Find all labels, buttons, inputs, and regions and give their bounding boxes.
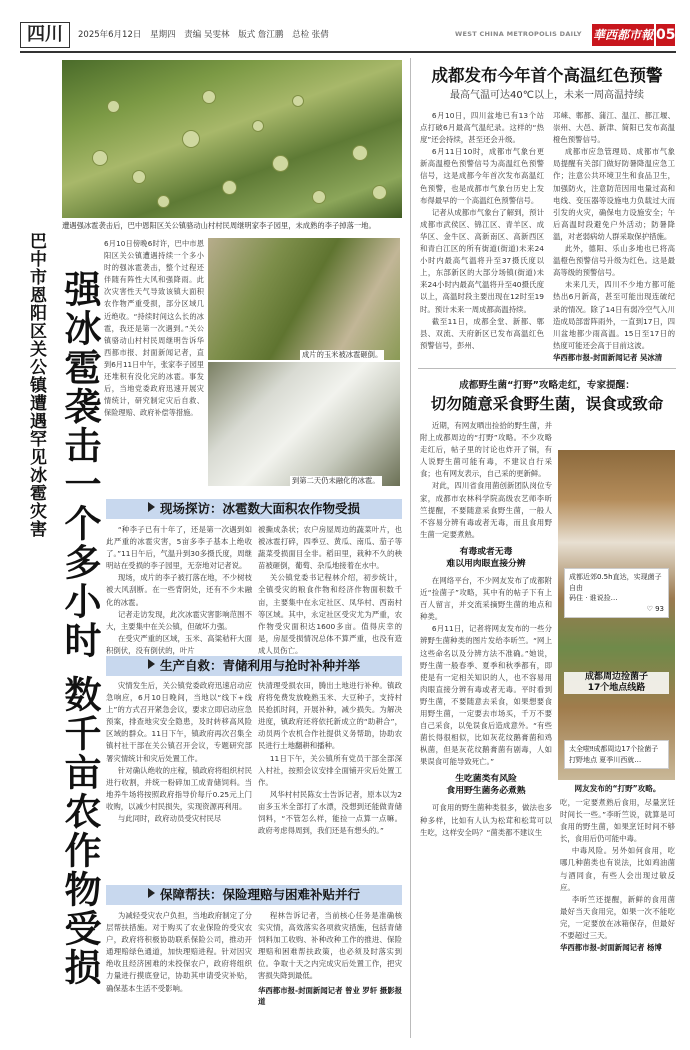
heat-subheadline: 最高气温可达40℃以上，未来一周高温持续 xyxy=(450,90,644,101)
heat-column-1: 6月10日，四川盆地已有13个站点打破6月最高气温纪录。这样的“热度”还会持续，甚至还会升级。 6月11日10时，成都市气象台更新高温橙色预警信号为高温红色预警信号，这是成都今年首次发布高温红色预警，也是成都市气象台历史上发布得最早的一个高温红色预警信号。 记者从成都市气象台了解到，预计成都市武侯区、锦江区、青羊区、成华区、金牛区、高新南区、高新西区和青白江区的所有街道(街道)未来24小时内最高气温将升至37摄氏度以上，东部新区的大部分场镇(街道)未来24小时内最高气温将升至40摄氏度以上，高温时段主要出现在12时至19时。预计未来一周成都高温持续。 截至11日，成都全堂、新都、郫县、双流、天府新区已发布高温红色预警信号，彭州、 xyxy=(420,111,544,350)
issue-date: 2025年6月12日 xyxy=(78,30,142,40)
page-number: 05 xyxy=(655,24,675,46)
post-title-card: 太全啦‼成都周边17个捡菌子打野地点 夏季川西就… xyxy=(564,740,669,769)
post-likes: ♡ 93 xyxy=(646,604,664,613)
heart-icon: ♡ xyxy=(646,604,653,613)
post-banner: 成都周边捡菌子 17个地点线路 xyxy=(564,672,669,694)
mushroom-photo-caption: 网友发布的“打野”攻略。 xyxy=(574,784,661,793)
section-heading-field-visit: 现场探访：冰雹数大面积农作物受损 xyxy=(106,499,402,519)
hail-intro: 6月10日傍晚6时许，巴中市恩阳区关公镇遭遇持续一个多小时的强冰雹袭击，整个过程还伴随有阵性大风和强降雨。此次灾害性天气导致该镇大面积农作物严重受损，部分区域几近绝收。“持续时间这么长的冰雹，我还是第一次遇到。”关公镇骆动山村村民周继明告诉华西都市报、封面新闻记者，直到6月11日中午，张家李子园里还堆积有没化完的冰雹。事发后，当地党委政府迅速开展灾情统计，研究制定灾后自救、保险理赔、政府补偿等措施。 xyxy=(104,239,204,418)
sec1-column-2: 被撕成条状；农户房屋周边的蔬菜叶片，也被冰雹打碎，四季豆、黄瓜、南瓜、茄子等蔬菜受损面目全非。稻田里，栽种不久的秧苗被砸倒，葡萄、杂瓜地接着在水中。 关公镇党委书记程林介绍，初步统计，全镇受灾的粮食作物和经济作物面积数千亩，主要集中在永定社区、凤华村、西南村等区域。其中，永定社区受灾尤为严重，农作物受灾面积达1600多亩。值得庆幸的是，房屋受损情况总体不算严重，也没有造成人员伤亡。 xyxy=(258,525,402,655)
mushroom-post-photo xyxy=(558,450,675,780)
mushroom-column-1: 近期，有网友晒出捡拾的野生菌，并附上成都周边的“打野”攻略。不少攻略走红后，帖子里的讨论也炸开了锅，有人说野生菌可能有毒，不建议自行采食；也有网友表示，自己采的更新鲜。 对此，四川省食用菌创新团队岗位专家，成都市农林科学院高级农艺师李昕竺提醒，不要随意采食野生菌，一般人不容易分辨有毒或者无毒，而且食用野生菌一定要煮熟。 有毒或者无毒 难以用肉眼直接分辨 在网络平台，不少网友发布了成都附近“捡菌子”攻略，其中有的帖子下有上百人留言，并交流采摘野生菌的地点和种类。 6月11日，记者将网友发布的一些分辨野生菌种类的图片发给李昕竺。“网上这些命名以及分辨方法不准确。”她说，野生菌一般春季、夏季和秋季都有，即使是有一定相关知识的人，也不容易用肉眼直接分辨有毒或者无毒。平时看到野生菌，不要随意去采食，如果想要食用野生菌，一定要去市场买，千万不要自己采食，以免误食后造成意外。“有些菌长得很相似，比如灰花纹鹅膏菌和鸡枞菌，但是灰花纹鹅膏菌有剧毒，人如果误食可能导致死亡。” 生吃菌类有风险 食用野生菌务必煮熟 可食用的野生菌种类很多，做法也多种多样，比如有人认为松茸和松茸可以生吃，这样安全吗？“菌类都不建议生 xyxy=(420,421,552,837)
edition-name: WEST CHINA METROPOLIS DAILY xyxy=(455,30,582,38)
hail-headline: 强冰雹袭击一个多小时 数千亩农作物受损 xyxy=(58,270,102,987)
post-card xyxy=(564,568,669,618)
hail-side-title: 巴中市恩阳区关公镇遭遇罕见冰雹灾害 xyxy=(26,232,46,538)
post-handle: 码住 · 谁说捡… xyxy=(569,594,618,602)
checker-credit: 总检 张倩 xyxy=(292,30,329,40)
sec2-column-2: 快清理受损农田，腾出土地进行补种。镇政府将免费发放晚熟玉米、大豆种子，支持村民抢抓时间，开展补种，减少损失。为解决进度，镇政府还将依托新成立的“助耕合”，动员两个农机合作社提供义务帮助，协助农民进行土地翻耕和播种。 11日下午，关公镇所有党员干部全部深入村社，按照会议安排全面铺开灾后处置工作。 风华村村民陈女士告诉记者，原本以为2亩多玉米全部打了水漂，没想到还能做青储饲料，“不管怎么样，能捡一点算一点嘛。政府考虑得周到，我们还是有想头的。” xyxy=(258,681,402,836)
issue-weekday: 星期四 xyxy=(150,30,176,40)
mushroom-subhead-1: 有毒或者无毒 难以用肉眼直接分辨 xyxy=(446,546,526,569)
section-heading-self-rescue: 生产自救：青储利用与抢时补种并举 xyxy=(106,656,402,676)
heat-headline: 成都发布今年首个高温红色预警 xyxy=(431,66,663,85)
hail-photo-caption: 遭遇强冰雹袭击后，巴中恩阳区关公镇骆动山村村民周继明家李子园里，未成熟的李子掉落一地。 xyxy=(62,221,376,230)
ice-photo-caption: 到第二天仍未融化的冰雹。 xyxy=(292,476,380,485)
post-caption: 成都近郊0.5h直达，实现菌子自由 xyxy=(569,573,662,592)
sec3-column-1: 为减轻受灾农户负担，当地政府制定了分层帮扶措施。对于购买了农业保险的受灾农户，政府将积极协助联系保险公司，推动开通理赔绿色通道，加快理赔进程。针对因灾绝收且经济困难的未投保农户，政府将组织力量进行摸底登记，协助其申请受灾补贴，确保基本生活不受影响。 xyxy=(106,911,252,993)
heat-story-credit: 华西都市报-封面新闻记者 吴冰清 xyxy=(553,352,663,362)
designer-credit: 版式 詹江鹏 xyxy=(238,30,284,40)
sec2-column-1: 灾情发生后，关公镇党委政府迅速启动应急响应，6月10日晚间，当地以“线下+线上”的方式召开紧急会议，要求立即启动应急预案，排查地灾安全隐患，及时转移高风险区域的群众。11日下午，镇政府再次召集全镇村社干部在关公镇召开会议，专题研究部署灾情统计和灾后处置工作。 针对确认绝收的庄稼，镇政府将组织村民进行收割，并统一粉碎加工成青储饲料。当地养牛场将按照政府指导价每斤0.25元上门收购，以减少村民损失，实现资源再利用。 与此同时，政府动员受灾村民尽 xyxy=(106,681,252,824)
mushroom-story-credit: 华西都市报-封面新闻记者 杨博 xyxy=(560,943,662,953)
corn-photo-caption: 成片的玉米被冰雹砸倒。 xyxy=(302,350,383,359)
hail-story-credit: 华西都市报-封面新闻记者 曾业 罗轩 摄影报道 xyxy=(258,985,402,1006)
editor-credit: 责编 吴雯林 xyxy=(184,30,230,40)
sec1-column-1: “种李子已有十年了，还是第一次遇到如此严重的冰雹灾害，5亩多李子基本上绝收了。”11日午后，气温升到30多摄氏度，周继明站在受损的李子园里，无奈地对记者说。 现场，成片的李子被打落在地，不少树枝被大风刮断。在一些背阴处，还有不少未融化的冰雹。 记者走访发现，此次冰雹灾害影响范围不大，主要集中在关公镇，但破坏力强。 在受灾严重的区域，玉米、高粱秸秆大面积倒伏，没有倒伏的，叶片 xyxy=(106,525,252,655)
heat-column-2: 邛崃、郫都、蒲江、温江、都江堰、崇州、大邑、新津、简阳已发布高温橙色预警信号。 成都市应急管理局、成都市气象局提醒有关部门做好防暑降温应急工作；注意公共环境卫生和食品卫生，加强防火，注意防范因用电量过高和电线、变压器等设施电力负载过大而引发的火灾，确保电力设施安全；午后高温时段避免户外活动；防暑降温，对老弱病幼人群采取保护措施。 此外，德阳、乐山多地也已将高温橙色预警信号升级为红色。这是最高等级的预警信号。 未来几天，四川不少地方都可能热出6月新高，甚至可能出现连破纪录的情况。除了14日有弱冷空气入川造成局部雷阵雨外，一直到17日，四川盆地都少雨高温。15日至17日的热度可能还会高于目前这波。 华西都市报-封面新闻记者 吴冰清 xyxy=(553,110,675,364)
mushroom-subhead-2: 生吃菌类有风险 食用野生菌务必煮熟 xyxy=(446,774,526,797)
mushroom-kicker: 成都野生菌“打野”攻略走红，专家提醒： xyxy=(459,380,635,391)
header-rule xyxy=(20,51,676,53)
corn-damage-photo xyxy=(208,238,400,360)
section-heading-insurance: 保障帮扶：保险理赔与困难补贴并行 xyxy=(106,885,402,905)
story-divider xyxy=(418,368,676,369)
mushroom-column-2: 吃，一定要煮熟后食用，尽量烹饪时间长一些。”李昕竺说，就算是可食用的野生菌，如果烹饪时间不够长，食用后仍可能中毒。 中毒风险。另外如何食用，吃哪几种菌类也有说法，比如鸡油菌与酒同食，有些人会出现过敏反应。 李昕竺还提醒，新鲜的食用菌最好当天食用完，如果一次不能吃完，一定要放在冰箱保存，但最好不要超过三天。 华西都市报-封面新闻记者 杨博 xyxy=(560,797,675,954)
column-divider xyxy=(410,58,411,1038)
mushroom-headline: 切勿随意采食野生菌，误食或致命 xyxy=(430,395,664,413)
sec3-column-2: 程林告诉记者，当前核心任务是准确核实灾情，高效落实各项救灾措施，包括青储饲料加工收购、补种改种工作的推进、保险理赔和困难帮扶政策，也必须及时落实到位。争取十天之内完成灾后处置工作，把灾害损失降到最低。 华西都市报-封面新闻记者 曾业 罗轩 摄影报道 xyxy=(258,911,402,1006)
header-meta xyxy=(78,28,335,40)
hail-damage-photo xyxy=(62,60,402,218)
province-label: 四川 xyxy=(20,22,70,48)
hailstones-photo xyxy=(208,362,400,486)
newspaper-logo: 華西都市報 xyxy=(592,24,654,46)
